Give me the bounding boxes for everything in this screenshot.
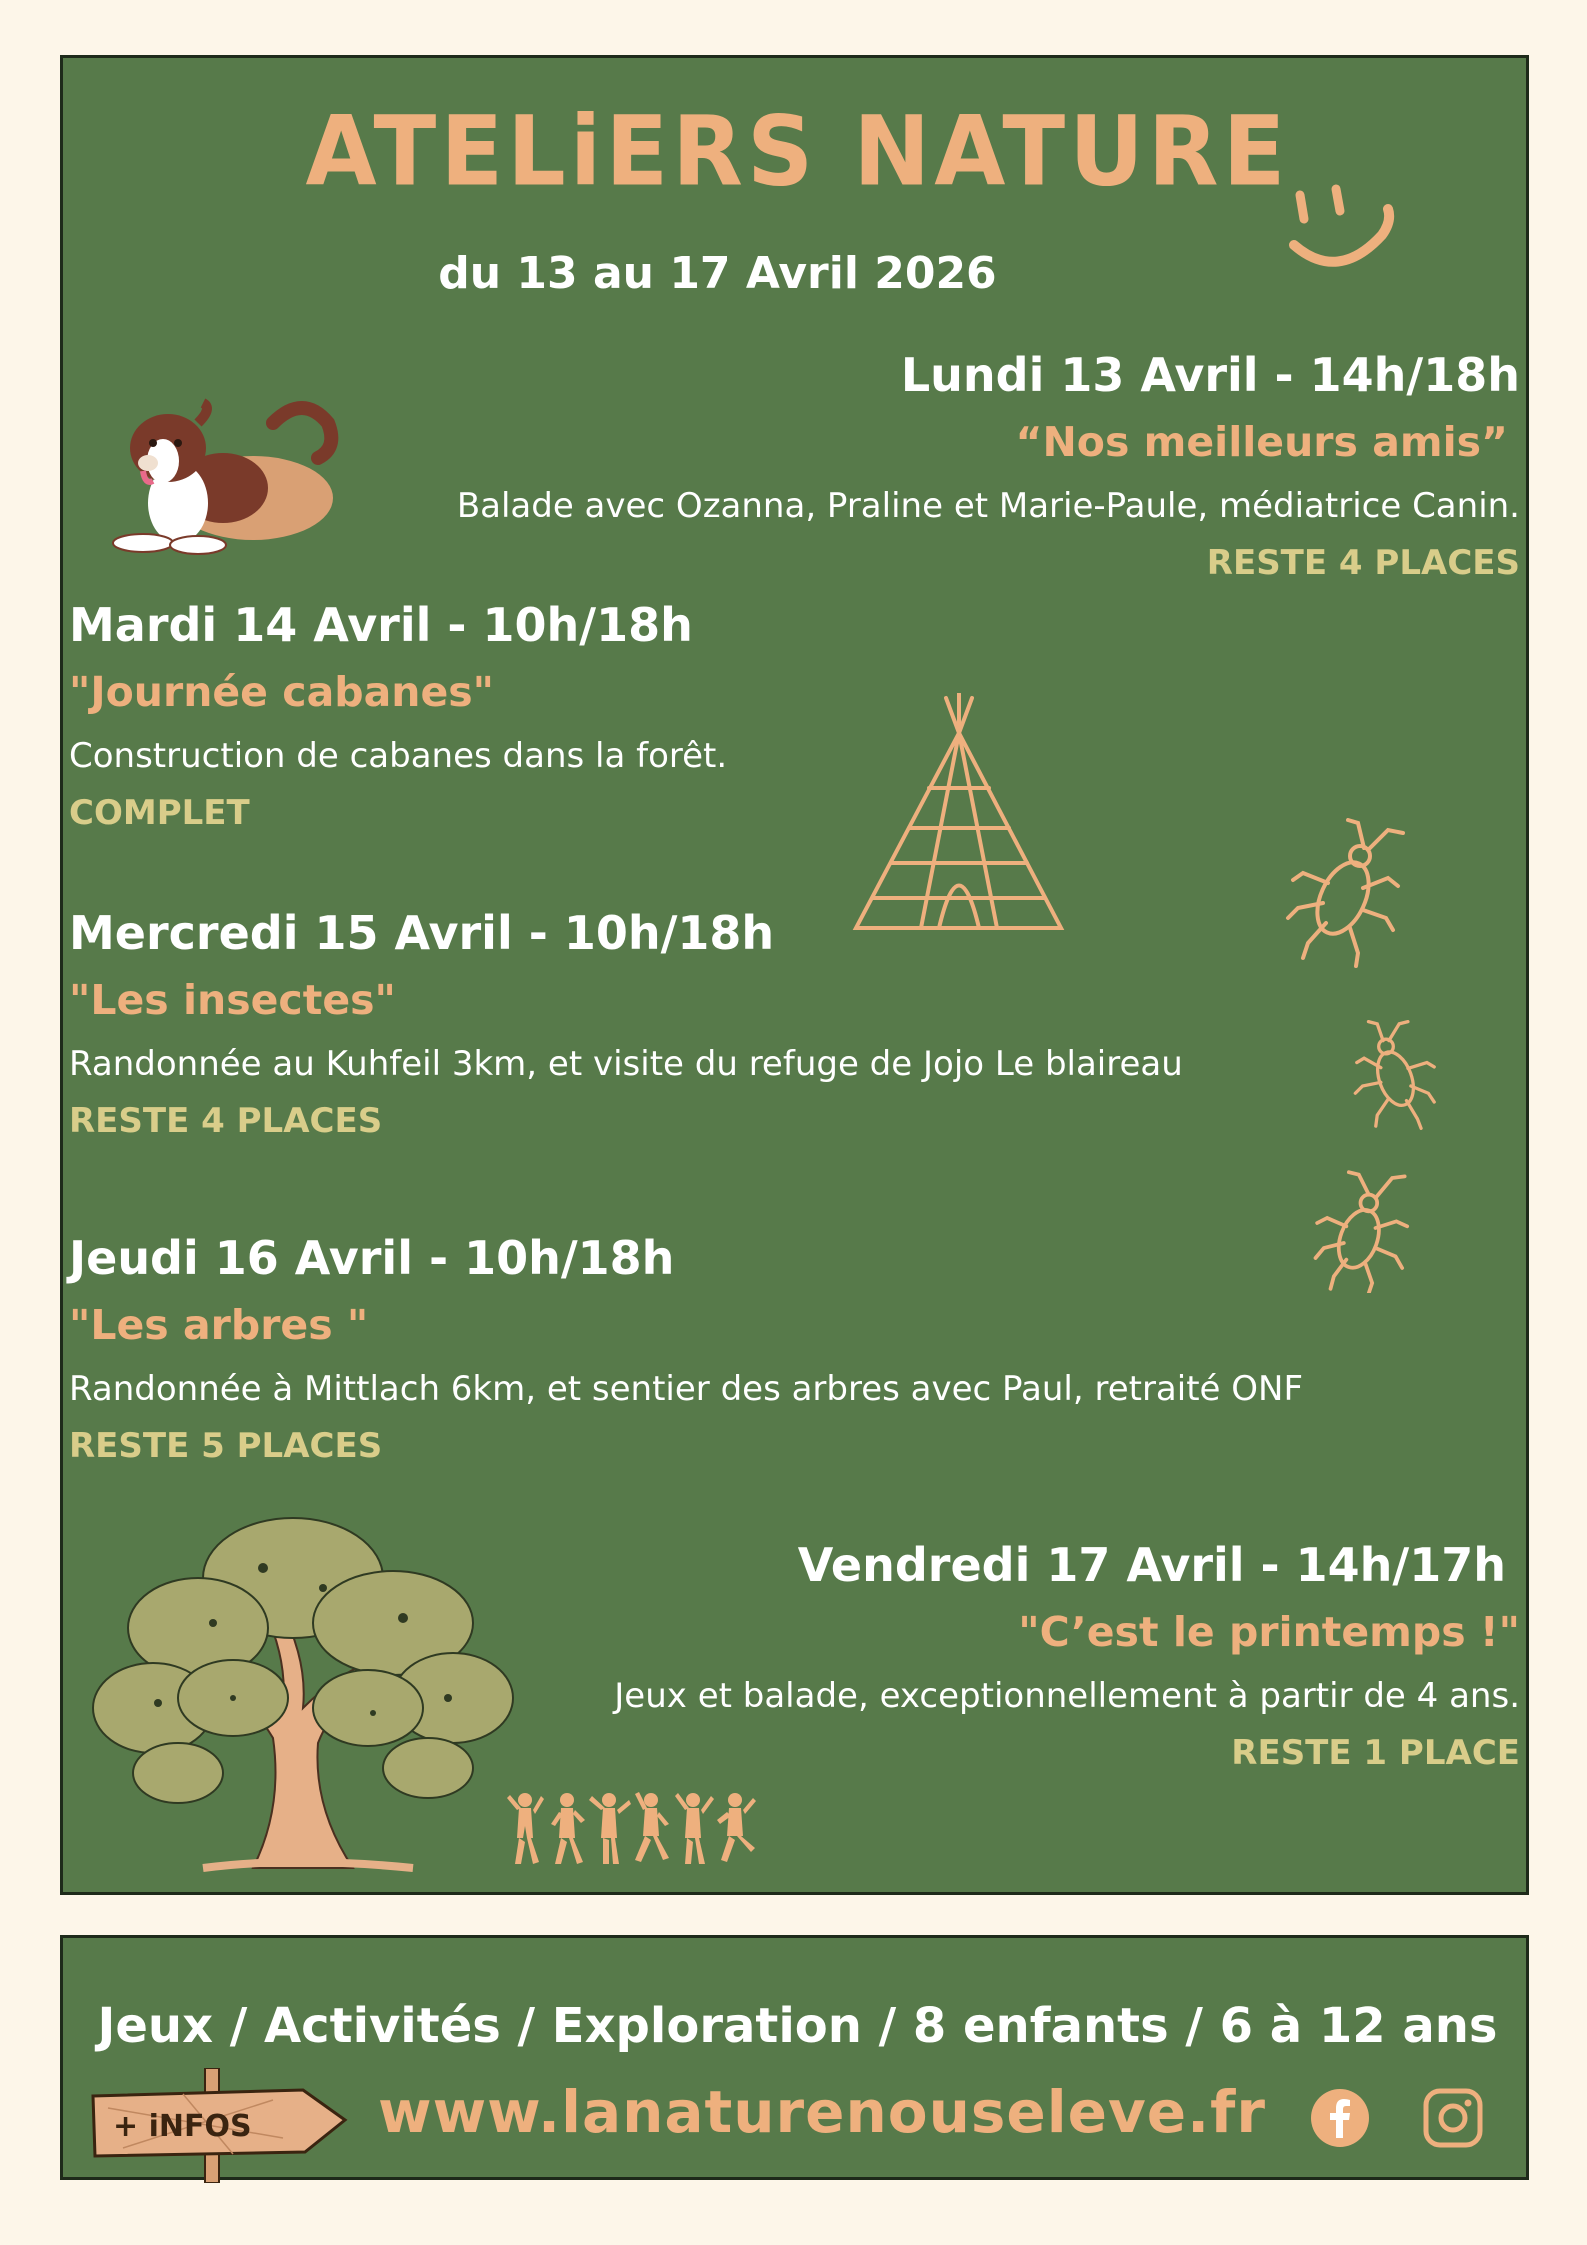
event-4-day: Jeudi 16 Avril - 10h/18h xyxy=(69,1231,675,1285)
event-1-day: Lundi 13 Avril - 14h/18h xyxy=(900,348,1520,402)
facebook-icon[interactable] xyxy=(1310,2088,1370,2148)
beetle-icon xyxy=(1308,1168,1418,1293)
beetle-icon xyxy=(1278,818,1408,968)
event-5-subtitle: "C’est le printemps !" xyxy=(1018,1608,1520,1656)
event-5-description: Jeux et balade, exceptionnellement à partir de 4 ans. xyxy=(614,1676,1520,1716)
beetle-icon xyxy=(1348,1020,1443,1130)
event-2-status: COMPLET xyxy=(69,793,250,833)
event-2-day: Mardi 14 Avril - 10h/18h xyxy=(69,598,693,652)
tree-illustration xyxy=(83,1508,523,1878)
date-range: du 13 au 17 Avril 2026 xyxy=(438,248,997,299)
event-1-status: RESTE 4 PLACES xyxy=(1206,543,1520,583)
infos-signpost[interactable] xyxy=(83,2068,363,2183)
event-4-description: Randonnée à Mittlach 6km, et sentier des arbres avec Paul, retraité ONF xyxy=(69,1369,1304,1409)
children-silhouettes xyxy=(501,1790,766,1870)
event-4-subtitle: "Les arbres " xyxy=(69,1301,369,1349)
teepee-illustration xyxy=(851,693,1066,933)
event-3-description: Randonnée au Kuhfeil 3km, et visite du refuge de Jojo Le blaireau xyxy=(69,1044,1183,1084)
main-panel xyxy=(60,55,1529,1895)
infos-label: + iNFOS xyxy=(113,2109,252,2144)
event-5-status: RESTE 1 PLACE xyxy=(1231,1733,1520,1773)
event-1-description: Balade avec Ozanna, Praline et Marie-Paule, médiatrice Canin. xyxy=(456,486,1520,526)
event-1-subtitle: “Nos meilleurs amis” xyxy=(1015,418,1508,466)
event-3-status: RESTE 4 PLACES xyxy=(69,1101,383,1141)
event-3-day: Mercredi 15 Avril - 10h/18h xyxy=(69,906,775,960)
website-link[interactable]: www.lanaturenouseleve.fr xyxy=(378,2078,1266,2146)
footer-tagline: Jeux / Activités / Exploration / 8 enfants / 6 à 12 ans xyxy=(97,1998,1498,2054)
instagram-icon[interactable] xyxy=(1423,2088,1483,2148)
event-4-status: RESTE 5 PLACES xyxy=(69,1426,383,1466)
dog-illustration xyxy=(103,393,363,563)
footer-panel xyxy=(60,1935,1529,2180)
event-3-subtitle: "Les insectes" xyxy=(69,976,396,1024)
event-5-day: Vendredi 17 Avril - 14h/17h xyxy=(797,1538,1506,1592)
poster-title: ATELiERS NATURE xyxy=(305,95,1290,208)
event-2-subtitle: "Journée cabanes" xyxy=(69,668,495,716)
event-2-description: Construction de cabanes dans la forêt. xyxy=(69,736,728,776)
